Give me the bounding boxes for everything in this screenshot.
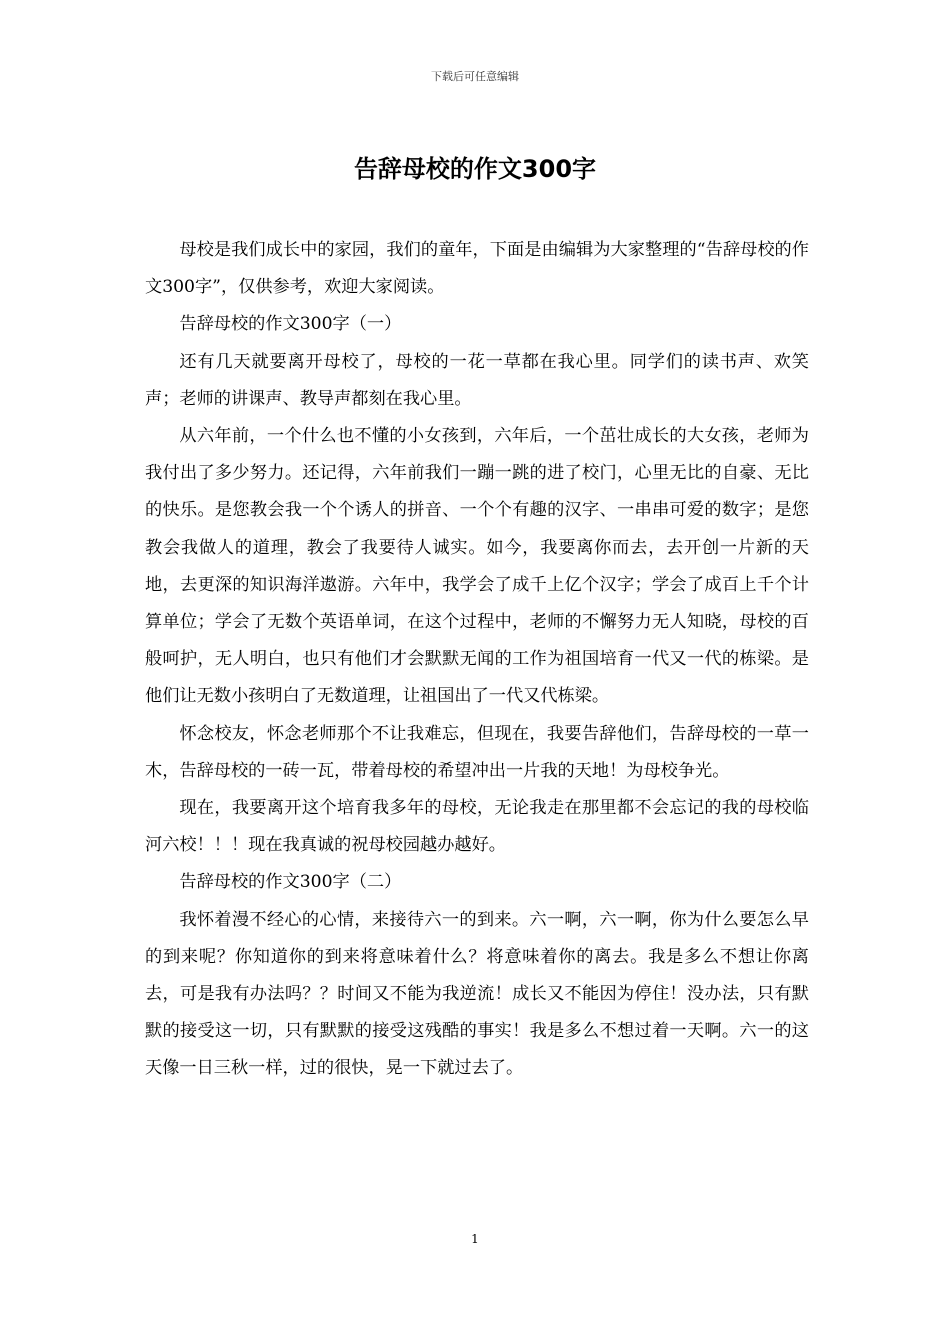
page-number: 1 [471,1232,479,1246]
intro-paragraph: 母校是我们成长中的家园，我们的童年，下面是由编辑为大家整理的“告辞母校的作文300字”，仅供参考，欢迎大家阅读。 [145,240,809,298]
document-title: 告辞母校的作文300字 [353,155,597,183]
paragraph: 还有几天就要离开母校了，母校的一花一草都在我心里。同学们的读书声、欢笑声；老师的讲课声、教导声都刻在我心里。 [145,351,809,409]
section-heading-one: 告辞母校的作文300字（一） [179,314,402,335]
paragraph: 从六年前，一个什么也不懂的小女孩到，六年后，一个茁壮成长的大女孩，老师为我付出了多少努力。还记得，六年前我们一蹦一跳的进了校门，心里无比的自豪、无比的快乐。是您教会我一个个诱人的拼音、一个个有趣的汉字、一串串可爱的数字；是您教会我做人的道理，教会了我要待人诚实。如今，我要离你而去，去开创一片新的天地，去更深的知识海洋遨游。六年中，我学会了成千上亿个汉字；学会了成百上千个计算单位；学会了无数个英语单词，在这个过程中，老师的不懈努力无人知晓，母校的百般呵护，无人明白，也只有他们才会默默无闻的工作为祖国培育一代又一代的栋梁。是他们让无数小孩明白了无数道理，让祖国出了一代又代栋梁。 [145,426,809,707]
section-heading-two: 告辞母校的作文300字（二） [179,872,402,893]
paragraph: 现在，我要离开这个培育我多年的母校，无论我走在那里都不会忘记的我的母校临河六校！！！现在我真诚的祝母校园越办越好。 [145,798,809,856]
document-body [145,232,809,1088]
paragraph: 怀念校友，怀念老师那个不让我难忘，但现在，我要告辞他们，告辞母校的一草一木，告辞母校的一砖一瓦，带着母校的希望冲出一片我的天地！为母校争光。 [145,723,809,781]
page-header-note: 下载后可任意编辑 [431,70,519,83]
paragraph: 我怀着漫不经心的心情，来接待六一的到来。六一啊，六一啊，你为什么要怎么早的到来呢？你知道你的到来将意味着什么？将意味着你的离去。我是多么不想让你离去，可是我有办法吗？？时间又不能为我逆流！成长又不能因为停住！没办法，只有默默的接受这一切，只有默默的接受这残酷的事实！我是多么不想过着一天啊。六一的这天像一日三秋一样，过的很快，晃一下就过去了。 [145,909,809,1079]
